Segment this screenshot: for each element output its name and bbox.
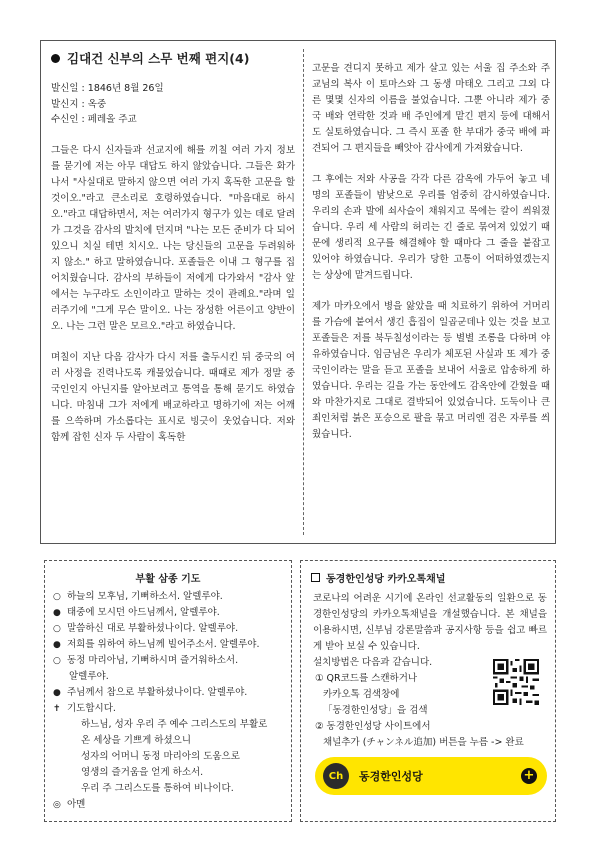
prayer-line: [45, 717, 291, 733]
prayer-marker-icon: ◎: [53, 800, 61, 810]
square-bullet-icon: [311, 573, 320, 582]
prayer-text: 하느님, 성자 우리 주 예수 그리스도의 부활로: [81, 719, 268, 730]
prayer-line: [45, 797, 291, 813]
install-label: 설치방법은 다음과 같습니다.: [313, 657, 433, 668]
prayer-line: [45, 669, 291, 685]
letter-paragraph: 그들은 다시 신자들과 선교지에 해를 끼칠 여러 가지 정보를 묻기에 저는 아무 대답도 하지 않았습니다. 그들은 화가 나서 "사실대로 말하지 않으면 여러 가지 혹독한 고문을 할 것이오."라고 큰소리로 호령하였습니다. "마음대로 하시오."라고 대답하면서, 저는 여러가지 형구가 있는 데로 달려가 그것을 감사의 발치에 던지며 "나는 모든 준비가 다 되어 있으니 치실 테면 치시오. 나는 당신들의 고문을 두려워하지 않소." 하고 말하였습니다. 포졸들은 이내 그 형구를 집어치웠습니다. 감사의 부하들이 저에게 다가와서 "감사 앞에서는 누구라도 소인이라고 말하는 것이 관례요."라며 일러주기에 "그게 무슨 말이오. 나는 장성한 어른이고 양반이오. 나는 그런 말은 모르오."라고 하였습니다.: [51, 144, 295, 332]
prayer-line: [45, 685, 291, 701]
letter-paragraph: 그 후에는 저와 사공을 각각 다른 감옥에 가두어 놓고 네 명의 포졸들이 밤낮으로 우리를 엄중히 감시하였습니다. 우리의 손과 발에 쇠사슬이 채워지고 목에는 칼이 씌워졌습니다. 우리 세 사람의 허리는 긴 줄로 묶여져 있었기 때문에 생리적 요구를 해결해야 할 때마다 그 줄을 붙잡고 있어야 하였습니다. 우리가 당한 고통이 어떠하였겠는지는 상상에 맡겨드립니다.: [312, 174, 550, 281]
prayer-box: [44, 560, 292, 822]
prayer-line: [45, 749, 291, 765]
step1-line: 카카오톡 검색창에: [323, 689, 400, 700]
prayer-marker-icon: ○: [53, 656, 61, 666]
meta-recipient: 수신인 : 페레올 주교: [51, 114, 137, 125]
letter-paragraph: 제가 마카오에서 병을 앓았을 때 치료하기 위하여 거머리를 가슴에 붙여서 생긴 흡집이 일곱군데나 있는 것을 보고 포졸들은 저를 북두칠성이라는 등 별별 조롱을 다하며 야유하였습니다. 임금님은 우리가 체포된 사실과 또 제가 중국인이라는 말을 듣고 포졸을 보내어 서울로 압송하게 하였습니다. 우리는 길을 가는 동안에도 감옥안에 갇혔을 때와 마찬가지로 그대로 결박되어 있었습니다. 도둑이나 큰 죄인처럼 붉은 포승으로 팔을 묶고 머리엔 검은 자루를 씌웠습니다.: [312, 301, 550, 440]
kakao-intro: 코로나의 어려운 시기에 온라인 선교활동의 일환으로 동경한인성당의 카카오톡채널을 개설했습니다. 본 채널을 이용하시면, 신부님 강론말씀과 공지사항 등을 쉽고 빠르게 받아 보실 수 있습니다.: [313, 593, 547, 652]
step1-line: ① QR코드를 스캔하거나: [315, 673, 418, 684]
prayer-marker-icon: ●: [53, 608, 61, 618]
prayer-text: 영생의 즐거움을 얻게 하소서.: [81, 767, 204, 778]
prayer-marker-icon: ●: [53, 640, 61, 650]
channel-name: 동경한인성당: [359, 770, 423, 783]
letter-right-column: [312, 61, 550, 443]
prayer-text: 저희를 위하여 하느님께 빌어주소서. 알렐루야.: [67, 639, 260, 650]
prayer-text: 온 세상을 기쁘게 하셨으니: [81, 735, 192, 746]
prayer-marker-icon: ●: [53, 688, 61, 698]
prayer-line: [45, 621, 291, 637]
prayer-line: [45, 605, 291, 621]
letter-meta: [51, 81, 295, 128]
column-divider: [303, 49, 304, 535]
prayer-text: 기도합시다.: [67, 703, 116, 714]
kakao-channel-button[interactable]: [315, 757, 547, 795]
qr-code[interactable]: [493, 659, 539, 705]
bullet-icon: [51, 54, 60, 63]
prayer-lines: [45, 589, 291, 813]
prayer-text: 하늘의 모후님, 기뻐하소서. 알렐루야.: [67, 591, 223, 602]
prayer-marker-icon: ○: [53, 592, 61, 602]
plus-icon[interactable]: +: [521, 768, 537, 784]
prayer-line: [45, 653, 291, 669]
kakao-heading: [311, 570, 555, 585]
prayer-marker-icon: ○: [53, 624, 61, 634]
prayer-text: 말씀하신 대로 부활하셨나이다. 알렐루야.: [67, 623, 239, 634]
kakao-title: 동경한인성당 카카오톡채널: [326, 574, 446, 585]
prayer-text: 성자의 어머니 동정 마리아의 도움으로: [81, 751, 240, 762]
step2-line: 채널추가 (チャンネル追加) 버튼을 누름 -> 완료: [323, 737, 524, 748]
meta-origin: 발신지 : 옥중: [51, 98, 107, 110]
letter-paragraph: 고문을 견디지 못하고 제가 살고 있는 서울 집 주소와 주교님의 복사 이 토마스와 그 동생 마태오 그리고 그외 다른 몇몇 신자의 이름을 불었습니다. 그뿐 아니라 제가 중국 배와 연락한 것과 배 주인에게 맡긴 편지 등에 대해서도 실토하였습니다. 그 즉시 포졸 한 부대가 중국 배에 파견되어 그 편지들을 빼앗아 감사에게 가져왔습니다.: [312, 63, 550, 154]
prayer-text: 주님께서 참으로 부활하셨나이다. 알렐루야.: [67, 687, 248, 698]
letter-heading: [51, 49, 295, 67]
prayer-text: 아멘: [67, 799, 86, 810]
prayer-line: [45, 701, 291, 717]
letter-left-column: [51, 49, 295, 446]
step2-line: ② 동경한인성당 사이트에서: [315, 721, 431, 732]
kakao-channel-logo: Ch: [323, 763, 349, 789]
prayer-text: 동정 마리아님, 기뻐하시며 즐거워하소서.: [67, 655, 239, 666]
letter-box: [40, 40, 556, 544]
prayer-line: [45, 765, 291, 781]
prayer-title: 부활 삼종 기도: [135, 574, 201, 585]
step1-line: 「동경한인성당」을 검색: [323, 705, 428, 716]
prayer-line: [45, 781, 291, 797]
prayer-text: 태중에 모시던 아드님께서, 알렐루야.: [67, 607, 220, 618]
prayer-text: 우리 주 그리스도를 통하여 비나이다.: [81, 783, 234, 794]
prayer-line: [45, 637, 291, 653]
letter-title: 김대건 신부의 스무 번째 편지(4): [67, 51, 250, 66]
letter-paragraph: 며칠이 지난 다음 감사가 다시 저를 출두시킨 뒤 중국의 여러 사정을 진력나도록 캐물었습니다. 때때로 제가 정말 중국인인지 아닌지를 알아보려고 통역을 통해 묻기도 하였습니다. 마침내 그가 저에게 배교하라고 명하기에 저는 어깨를 으쓱하며 가소롭다는 표시로 빙긋이 웃었습니다. 저와 함께 잡힌 신자 두 사람이 혹독한: [51, 351, 295, 443]
meta-date: 발신일 : 1846년 8월 26일: [51, 83, 164, 94]
prayer-marker-icon: ✝: [53, 704, 61, 714]
prayer-text: 알렐루야.: [69, 671, 109, 682]
prayer-line: [45, 733, 291, 749]
kakao-box: [300, 560, 556, 822]
prayer-line: [45, 589, 291, 605]
